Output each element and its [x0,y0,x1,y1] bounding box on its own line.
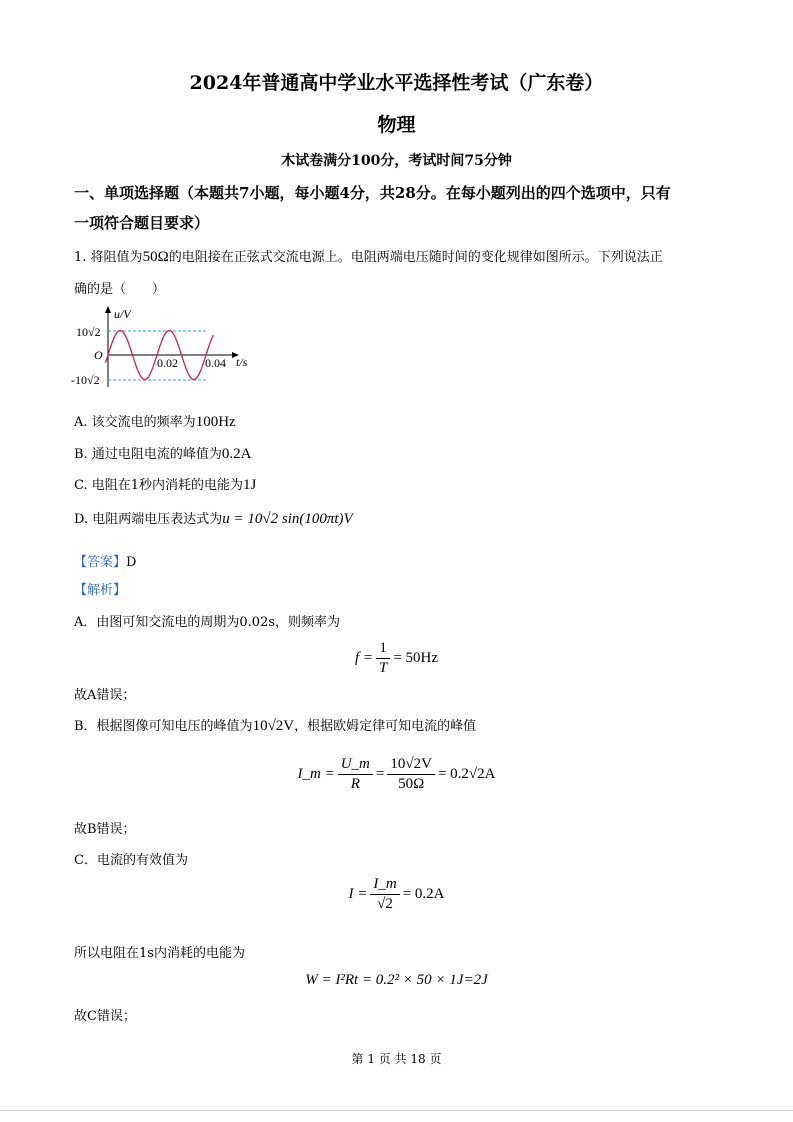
equation-peak-current [0,756,793,793]
equation-energy: W = I²Rt = 0.2² × 50 × 1J=2J [305,972,488,988]
option-text: 该交流电的频率为 [91,415,196,430]
fraction [370,876,399,913]
question-number: 1. [74,250,87,265]
x-tick-label: 0.02 [157,356,178,370]
option-b [74,443,251,463]
analysis-b-text-b: ，根据欧姆定律可知电流的峰值 [294,719,477,734]
x-axis-label: t/s [236,355,248,369]
equation-frequency [0,640,793,677]
y-axis-label: u/V [114,307,131,321]
eq-lhs: I_m = [297,765,335,782]
question-text-b: 的电阻接在正弦式交流电源上。电阻两端电压随时间的变化规律如图所示。下列说法正 [168,250,663,265]
fraction-numerator: U_m [338,756,373,775]
exam-note: 木试卷满分100分，考试时间75分钟 [281,153,512,169]
eq-rhs: = 50Hz [393,649,439,666]
option-value: 100Hz [195,414,236,430]
option-value: 0.2A [221,446,252,462]
analysis-c-text: C．电流的有效值为 [74,853,188,868]
eq-lhs: f = [354,649,373,666]
fraction-numerator: 10√2V [387,756,435,775]
answer-line [74,551,136,570]
fraction-numerator: 1 [376,640,390,659]
origin-label: O [94,348,103,362]
analysis-a-conclusion: 故A错误； [74,688,136,703]
subject-title: 物理 [377,114,416,136]
option-label: B. [74,447,88,462]
answer-value: D [126,555,137,570]
section-heading-line1: 一、单项选择题（本题共7小题，每小题4分，共28分。在每小题列出的四个选项中，只有 [74,184,671,202]
x-tick-label: 0.04 [205,356,226,370]
option-label: D. [74,512,89,527]
fraction-denominator: T [379,660,388,676]
fraction-numerator: I_m [370,876,399,895]
answer-label: 【答案】 [74,555,127,570]
section-heading-line2: 一项符合题目要求） [74,214,210,232]
equation-effective-current [0,876,793,913]
fraction-denominator: √2 [377,896,393,912]
y-axis-arrow-icon [105,306,111,313]
analysis-a-text: A．由图可知交流电的周期为0.02s，则频率为 [74,615,341,630]
page-title: 2024年普通高中学业水平选择性考试（广东卷） [189,72,604,94]
eq-sign: = [375,765,385,782]
eq-rhs: = 0.2√2A [437,765,496,782]
peak-voltage-value: 10√2V [252,718,295,734]
option-value: u = 10√2 sin(100πt)V [222,511,353,527]
bottom-divider [0,1110,793,1111]
voltage-time-graph [64,300,264,395]
analysis-label: 【解析】 [74,583,127,598]
question-stem-line2: 确的是（ ） [74,282,166,297]
page-footer: 第 1 页 共 18 页 [351,1052,442,1066]
option-label: C. [74,478,88,493]
question-text-a: 将阻值为 [90,250,143,265]
option-text: 电阻两端电压表达式为 [92,512,223,527]
resistance-value: 50Ω [142,249,169,265]
option-c [74,474,256,494]
option-value: 1J [243,477,257,493]
fraction-denominator: 50Ω [398,776,425,792]
fraction-denominator: R [350,776,360,792]
y-max-label: 10√2 [76,325,101,339]
eq-lhs: I = [348,885,368,902]
fraction [387,756,435,793]
option-label: A. [74,415,88,430]
analysis-c-text2: 所以电阻在1s内消耗的电能为 [74,946,245,961]
option-d [74,508,353,528]
option-a [74,411,236,431]
analysis-c-conclusion: 故C错误； [74,1009,136,1024]
fraction [338,756,373,793]
analysis-b-text-a: B．根据图像可知电压的峰值为 [74,719,253,734]
question-stem-line1 [74,246,663,266]
fraction [376,640,390,677]
y-min-label: -10√2 [71,373,100,387]
option-text: 通过电阻电流的峰值为 [91,447,222,462]
option-text: 电阻在1秒内消耗的电能为 [91,478,244,493]
eq-rhs: = 0.2A [402,885,445,902]
analysis-b-text [74,715,476,735]
analysis-b-conclusion: 故B错误； [74,822,136,837]
